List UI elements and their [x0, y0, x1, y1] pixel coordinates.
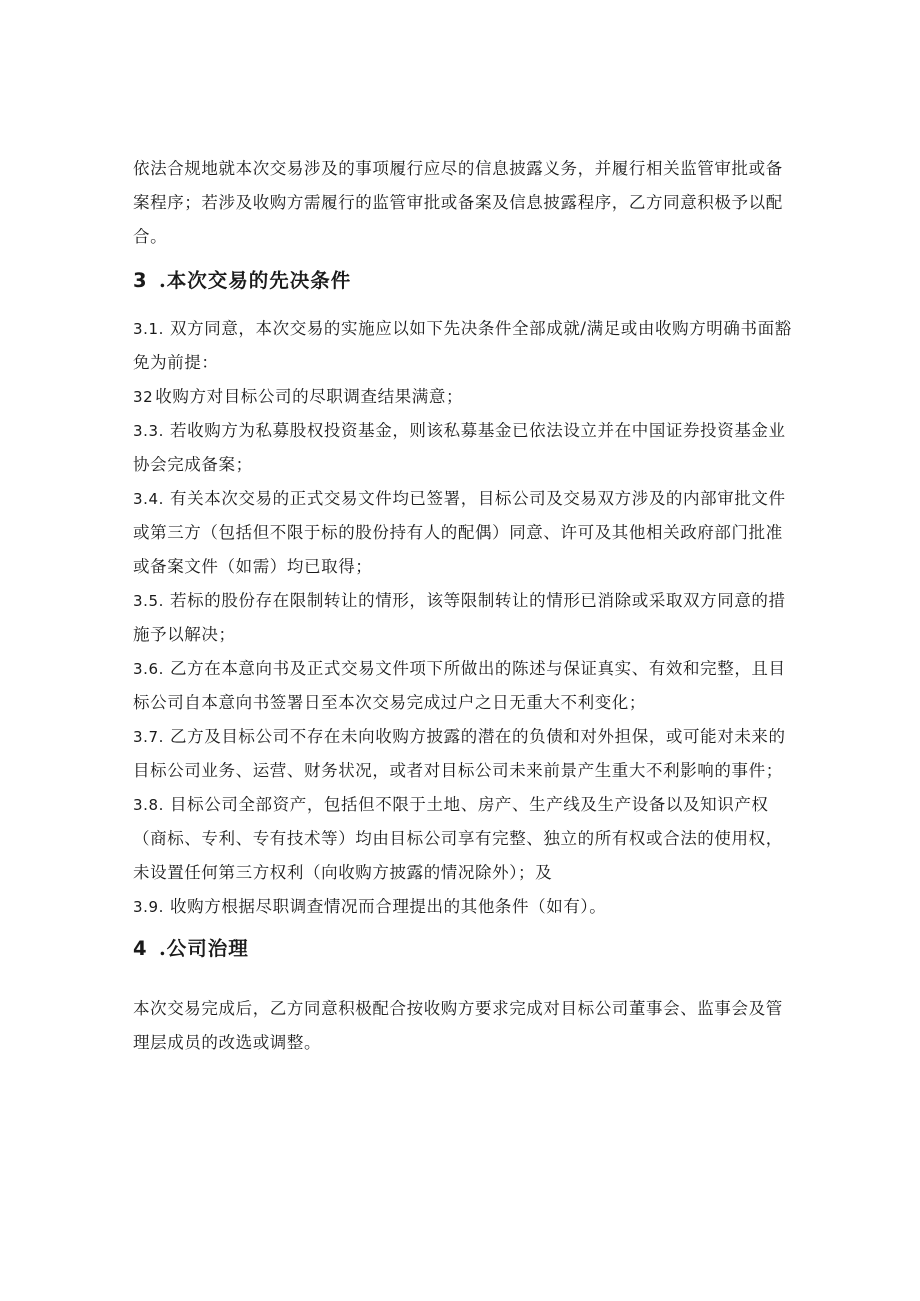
clause-text: 乙方在本意向书及正式交易文件项下所做出的陈述与保证真实、有效和完整，且目标公司自本意向书签署日至本次交易完成过户之日无重大不利变化； — [133, 659, 786, 712]
clause-3-4 — [133, 482, 793, 584]
clause-number: 3.9. — [133, 898, 165, 916]
clause-number: 3.7. — [133, 728, 165, 746]
clause-3-9 — [133, 890, 793, 924]
clause-3-8 — [133, 788, 793, 890]
section-4-heading — [133, 932, 793, 966]
clause-3-7 — [133, 720, 793, 788]
intro-paragraph: 依法合规地就本次交易涉及的事项履行应尽的信息披露义务，并履行相关监管审批或备案程序；若涉及收购方需履行的监管审批或备案及信息披露程序，乙方同意积极予以配合。 — [133, 159, 783, 246]
clause-number: 3.6. — [133, 660, 165, 678]
clause-text: 有关本次交易的正式交易文件均已签署，目标公司及交易双方涉及的内部审批文件或第三方（包括但不限于标的股份持有人的配偶）同意、许可及其他相关政府部门批准或备案文件（如需）均已取得； — [133, 489, 786, 576]
clause-text: 收购方对目标公司的尽职调查结果满意； — [155, 387, 464, 406]
clause-3-6 — [133, 652, 793, 720]
clause-number: 32 — [133, 388, 154, 406]
clause-3-1 — [133, 312, 793, 380]
section-3-title: .本次交易的先决条件 — [159, 269, 352, 292]
clause-text: 双方同意，本次交易的实施应以如下先决条件全部成就/满足或由收购方明确书面豁免为前提： — [133, 319, 792, 372]
clause-3-3 — [133, 414, 793, 482]
clause-number: 3.1. — [133, 320, 165, 338]
clause-text: 乙方及目标公司不存在未向收购方披露的潜在的负债和对外担保，或可能对未来的目标公司业务、运营、财务状况，或者对目标公司未来前景产生重大不利影响的事件； — [133, 727, 786, 780]
clause-3-5 — [133, 584, 793, 652]
clause-number: 3.4. — [133, 490, 165, 508]
section-4-number: 4 — [133, 937, 148, 960]
clause-text: 目标公司全部资产，包括但不限于土地、房产、生产线及生产设备以及知识产权（商标、专利、专有技术等）均由目标公司享有完整、独立的所有权或合法的使用权，未设置任何第三方权利（向收购方披露的情况除外）；及 — [133, 795, 783, 882]
clause-3-2 — [133, 380, 793, 414]
clause-number: 3.3. — [133, 422, 165, 440]
section-4-title: .公司治理 — [159, 937, 249, 960]
document-page — [133, 152, 793, 1060]
clause-text: 若收购方为私募股权投资基金，则该私募基金已依法设立并在中国证券投资基金业协会完成备案； — [133, 421, 786, 474]
clause-number: 3.5. — [133, 592, 165, 610]
clause-number: 3.8. — [133, 796, 165, 814]
clause-text: 若标的股份存在限制转让的情形，该等限制转让的情形已消除或采取双方同意的措施予以解决； — [133, 591, 786, 644]
section-3-number: 3 — [133, 269, 148, 292]
section-3-heading — [133, 264, 793, 298]
section-4-paragraph: 本次交易完成后，乙方同意积极配合按收购方要求完成对目标公司董事会、监事会及管理层成员的改选或调整。 — [133, 999, 783, 1052]
clause-text: 收购方根据尽职调查情况而合理提出的其他条件（如有）。 — [170, 897, 607, 916]
